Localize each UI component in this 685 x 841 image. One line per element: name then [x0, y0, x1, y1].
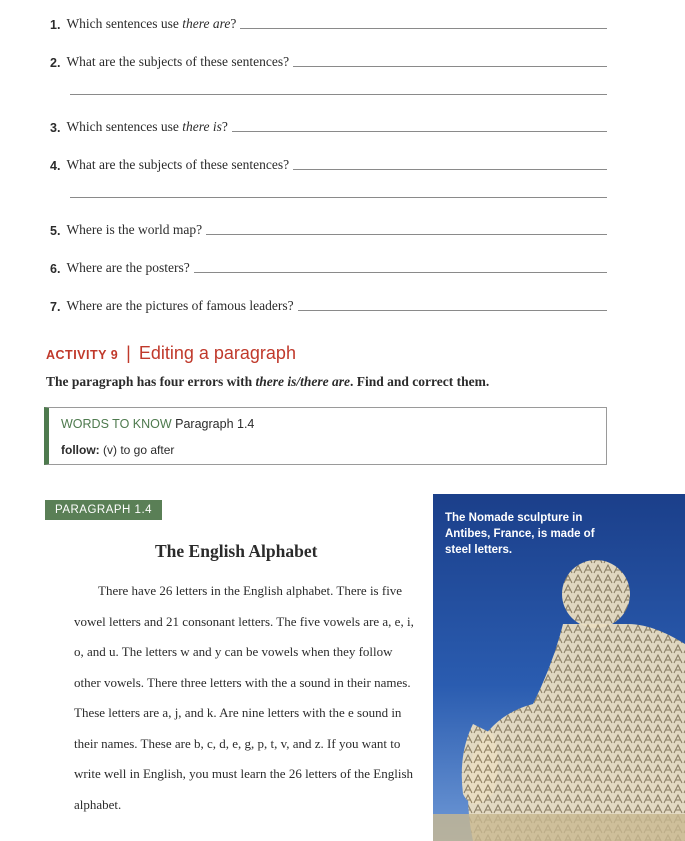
answer-line[interactable]	[293, 168, 607, 170]
paragraph-tag: PARAGRAPH 1.4	[45, 500, 162, 520]
answer-line[interactable]	[232, 130, 607, 132]
question-5	[50, 220, 607, 238]
activity-title: Editing a paragraph	[138, 343, 296, 363]
question-text: Which sentences use there is?	[66, 119, 228, 134]
question-number: 6.	[50, 262, 61, 276]
question-3	[50, 117, 607, 135]
answer-line-extra[interactable]	[70, 94, 607, 95]
question-number: 1.	[50, 18, 61, 32]
answer-line[interactable]	[293, 65, 607, 67]
question-number: 3.	[50, 121, 61, 135]
answer-line[interactable]	[240, 27, 607, 29]
activity-instructions: The paragraph has four errors with there is/there are. Find and correct them.	[46, 374, 490, 389]
question-text: Where are the pictures of famous leaders?	[66, 298, 294, 313]
question-4	[50, 155, 607, 173]
paragraph-title: The English Alphabet	[155, 541, 318, 561]
sculpture-photo	[433, 494, 685, 841]
question-number: 7.	[50, 300, 61, 314]
answer-line[interactable]	[206, 233, 607, 235]
question-7	[50, 296, 607, 314]
question-text: What are the subjects of these sentences?	[66, 157, 290, 172]
words-to-know-heading: WORDS TO KNOW Paragraph 1.4	[61, 417, 255, 431]
question-number: 2.	[50, 56, 61, 70]
activity-heading	[46, 343, 296, 364]
question-text: What are the subjects of these sentences?	[66, 54, 290, 69]
question-6	[50, 258, 607, 276]
words-to-know-box	[44, 407, 607, 465]
answer-line-extra[interactable]	[70, 197, 607, 198]
activity-label: ACTIVITY 9	[46, 348, 119, 362]
paragraph-body: There have 26 letters in the English alphabet. There is five vowel letters and 21 consonant letters. The five vowels are a, e, i, o, and u. The letters w and y can be vowels when they follow other vowels. There three letters with the a sound in their names. These letters are a, j, and k. Are nine letters with the e sound in their names. These are b, c, d, e, g, p, t, v, and z. If you want to write well in English, you must learn the 26 letters of the English alphabet.	[74, 583, 414, 812]
question-1	[50, 14, 607, 32]
question-number: 4.	[50, 159, 61, 173]
answer-line[interactable]	[194, 271, 607, 273]
question-number: 5.	[50, 224, 61, 238]
question-text: Where are the posters?	[66, 260, 190, 275]
question-2	[50, 52, 607, 70]
photo-caption: The Nomade sculpture in Antibes, France, is made of steel letters.	[445, 512, 595, 556]
activity-separator: |	[126, 343, 131, 363]
answer-line[interactable]	[298, 309, 607, 311]
question-text: Where is the world map?	[66, 222, 203, 237]
question-text: Which sentences use there are?	[66, 16, 237, 31]
vocab-entry: follow: (v) to go after	[61, 443, 175, 457]
